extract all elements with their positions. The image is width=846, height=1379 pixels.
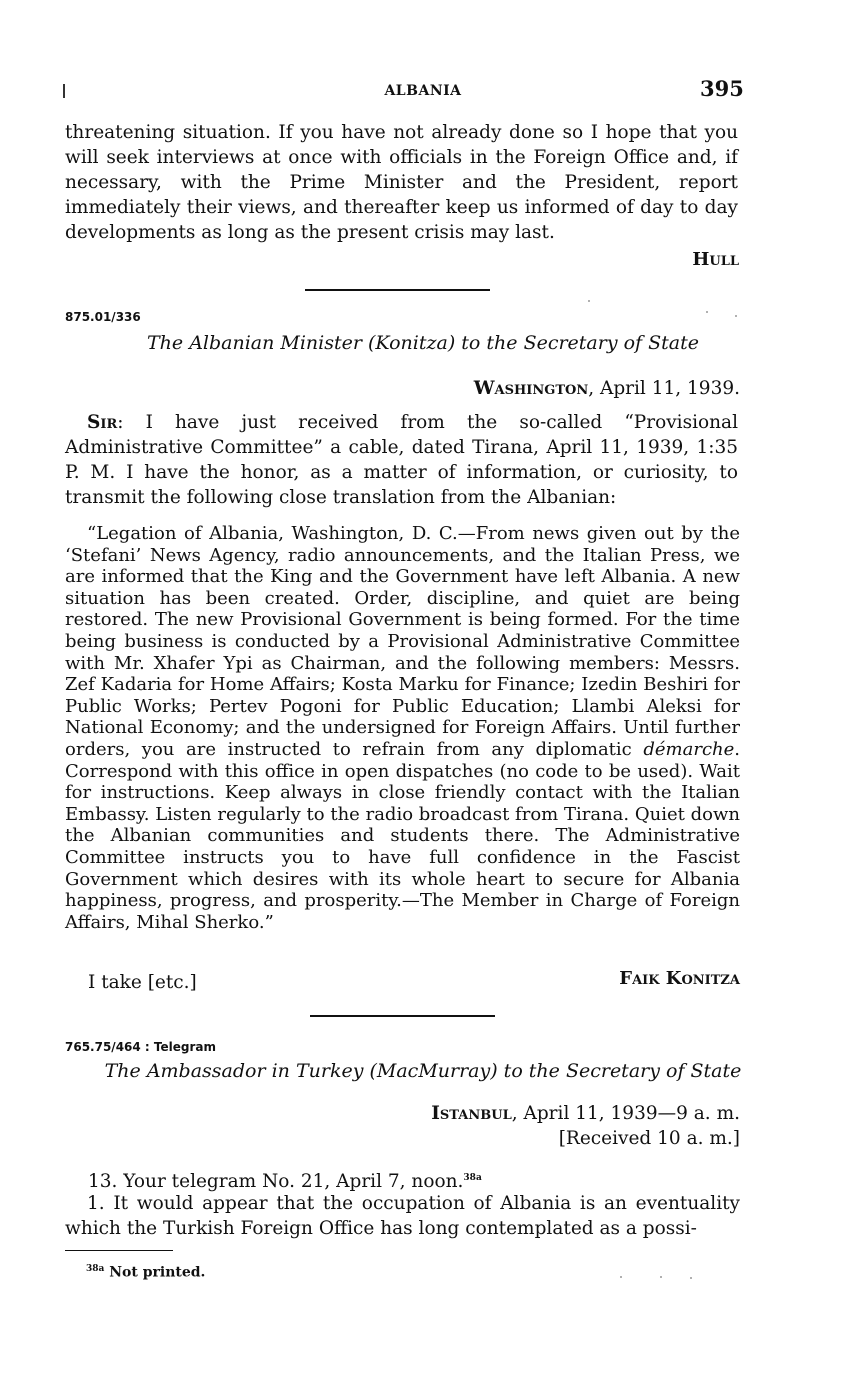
- dateline: [474, 378, 740, 399]
- heading-name: MacMurray: [376, 1060, 491, 1082]
- dateline-place: Washington: [473, 378, 589, 399]
- heading-suffix: ) to the Secretary of State: [447, 332, 699, 354]
- signature-hull: Hull: [692, 249, 739, 270]
- quote-part-1: “Legation of Albania, Washington, D. C.—From news given out by the ‘Stefani’ News Agency, radio announcements, and the Italian Press, we are informed that the King and the Government have left Albania. A new situation has been created. Order, discipline, and quiet are being restored. The new Provisional Government is being formed. For the time being business is conducted by a Provisional Administrative Committee with Mr. Xhafer Ypi as Chairman, and the following members: Messrs. Zef Kadaria for Home Affairs; Kosta Marku for Finance; Izedin Beshiri for Public Works; Pertev Pogoni for Public Education; Llambi Aleksi for National Economy; and the undersigned for Foreign Affairs. Until further orders, you are instructed to refrain from any diplomatic: [65, 523, 740, 760]
- quote-italic: démarche: [643, 738, 735, 760]
- paragraph-13: [88, 1166, 482, 1194]
- letter-body-text: : I have just received from the so-called “Provisional Administrative Committee” a cable, dated Tirana, April 11, 1939, 1:35 P. M. I have the honor, as a matter of information, or curiosity, to transmit the following close translation from the Albanian:: [65, 412, 738, 508]
- received-note: [Received 10 a. m.]: [558, 1128, 740, 1149]
- paragraph-1: 1. It would appear that the occupation of Albania is an eventuality which the Turkish Foreign Office has long contemplated as a possi-: [65, 1193, 740, 1239]
- speck: [690, 1277, 692, 1279]
- file-number: 765.75/464 : Telegram: [65, 1040, 216, 1054]
- heading-prefix: The Albanian Minister (: [147, 332, 376, 354]
- footnote-rule: [65, 1250, 173, 1251]
- speck: [588, 300, 590, 302]
- dateline: [431, 1103, 740, 1124]
- page-number: 395: [700, 76, 744, 101]
- cable-quotation: [65, 523, 740, 933]
- dateline-date: , April 11, 1939—9 a. m.: [511, 1103, 740, 1124]
- quote-part-2: . Correspond with this office in open dispatches (no code to be used). Wait for instructions. Keep always in close friendly contact with the Italian Embassy. Listen regularly to the radio broadcast from Tirana. Quiet down the Albanian communities and students there. The Administrative Committee instructs you to have full confidence in the Fascist Government which desires with its whole heart to secure for Albania happiness, progress, and prosperity.—The Member in Charge of Foreign Affairs, Mihal Sherko.”: [65, 738, 740, 933]
- footnote-ref: 38a: [463, 1173, 482, 1183]
- file-number: 875.01/336: [65, 310, 141, 324]
- footnote: [86, 1264, 205, 1281]
- letter-body: [65, 410, 738, 510]
- heading-prefix: The Ambassador in Turkey (: [104, 1060, 377, 1082]
- signature-konitza: Faik Konitza: [619, 968, 740, 989]
- salutation: Sir: [87, 412, 118, 433]
- footnote-text: Not printed.: [104, 1264, 206, 1281]
- speck: [660, 1276, 662, 1278]
- speck: [620, 1276, 622, 1278]
- continuation-paragraph: threatening situation. If you have not already done so I hope that you will seek interviews at once with officials in the Foreign Office and, if necessary, with the Prime Minister and the President, report immediately their views, and thereafter keep us informed of day to day developments as long as the present crisis may last.: [65, 122, 738, 243]
- running-title: ALBANIA: [384, 83, 462, 99]
- dateline-date: , April 11, 1939.: [588, 378, 740, 399]
- section-divider: [305, 289, 490, 291]
- section-divider: [310, 1015, 495, 1017]
- document-heading: [0, 1060, 846, 1082]
- heading-name: Konitza: [375, 332, 448, 354]
- heading-suffix: ) to the Secretary of State: [490, 1060, 742, 1082]
- paragraph-13-text: 13. Your telegram No. 21, April 7, noon.: [88, 1171, 464, 1193]
- speck: [735, 315, 737, 317]
- closing: I take [etc.]: [88, 972, 197, 993]
- speck: [706, 311, 708, 313]
- dateline-place: Istanbul: [431, 1103, 512, 1124]
- footnote-marker: 38a: [86, 1264, 105, 1274]
- document-heading: [0, 332, 846, 354]
